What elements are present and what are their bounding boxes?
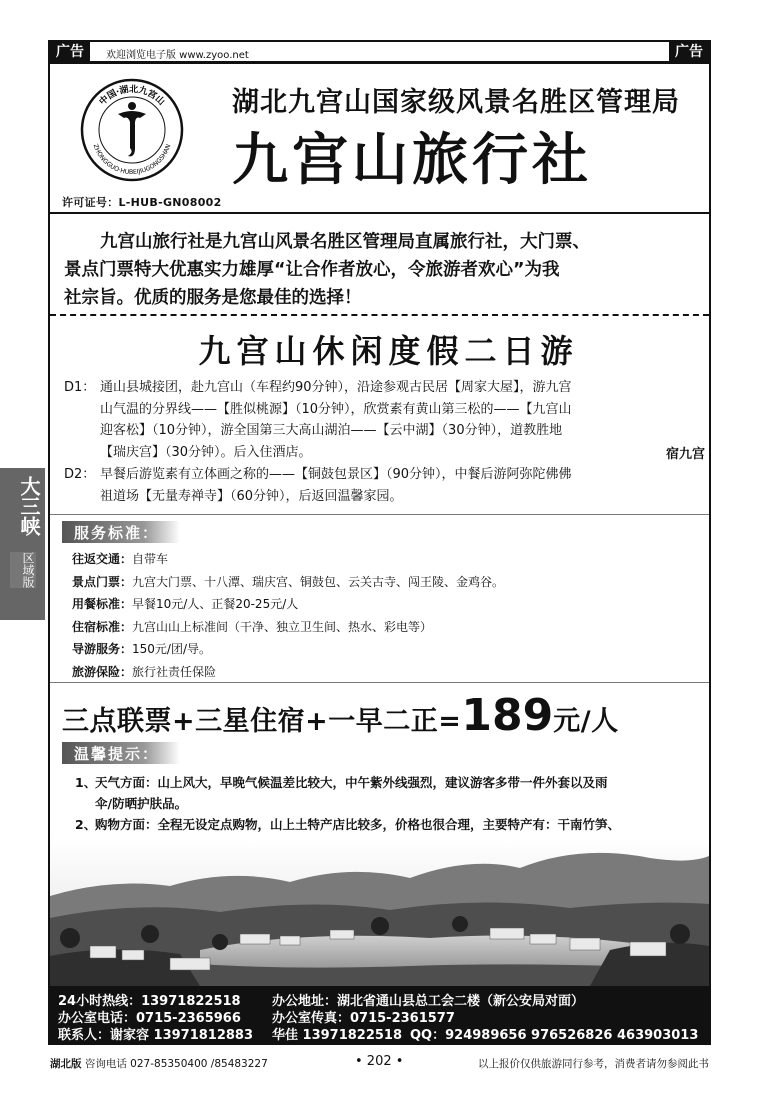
tip-item	[75, 814, 705, 835]
welcome-text[interactable]: 欢迎浏览电子版 www.zyoo.net	[106, 50, 249, 61]
day1-line: 迎客松】（10分钟），游全国第三大高山湖泊——【云中湖】（30分钟），道教胜地	[100, 423, 563, 438]
ad-label-right: 广告	[669, 41, 709, 63]
scenic-photo	[50, 838, 709, 986]
service-item-label: 住宿标准：	[72, 619, 133, 634]
hotline[interactable]: 24小时热线：13971822518	[58, 994, 241, 1009]
office-fax: 办公室传真：0715-2361577	[272, 1011, 455, 1026]
tour-title: 九宫山休闲度假二日游	[198, 332, 579, 370]
contact-block	[50, 986, 709, 1043]
tip-item	[75, 772, 705, 793]
org-name: 湖北九宫山国家级风景名胜区管理局	[232, 87, 680, 118]
license-number: 许可证号：L-HUB-GN08002	[62, 196, 222, 209]
logo-ring-top: 中国·湖北九宫山	[97, 84, 167, 108]
price-unit: 元/人	[553, 706, 619, 737]
service-item-value: 自带车	[132, 552, 169, 566]
page-number: • 202 •	[355, 1054, 404, 1069]
service-item-value: 九宫山山上标准间（干净、独立卫生间、热水、彩电等）	[132, 619, 433, 634]
day1-stay: 宿九宫	[665, 447, 705, 462]
intro-line: 景点门票特大优惠实力雄厚“让合作者放心，令旅游者欢心”为我	[64, 260, 560, 280]
service-item-value: 早餐10元/人、正餐20-25元/人	[132, 597, 299, 611]
qq-numbers[interactable]: QQ：924989656 976526826 463903013	[410, 1028, 699, 1043]
tip-text: 天气方面：山上风大，早晚气候温差比较大，中午紫外线强烈，建议游客多带一件外套以及雨	[95, 775, 608, 790]
service-item-value: 九宫大门票、十八潭、瑞庆宫、铜鼓包、云关古寺、闯王陵、金鸡谷。	[132, 574, 505, 589]
day1-label: D1：	[64, 380, 96, 395]
service-item-label: 用餐标准：	[72, 597, 133, 611]
tip-text: 购物方面：全程无设定点购物，山上土特产店比较多，价格也很合理，主要特产有：干南竹笋、	[95, 817, 621, 832]
footer-left	[50, 1056, 268, 1071]
intro-line: 社宗旨。优质的服务是您最佳的选择！	[64, 288, 362, 308]
brand-name: 九宫山旅行社	[232, 128, 592, 193]
contact-person-2[interactable]: 华佳 13971822518	[272, 1028, 403, 1043]
day2-text	[100, 464, 704, 507]
travel-agency-logo	[80, 78, 184, 182]
service-list	[72, 548, 504, 683]
intro-line: 九宫山旅行社是九宫山风景名胜区管理局直属旅行社，大门票、	[100, 232, 590, 252]
service-item-label: 导游服务：	[72, 642, 133, 656]
divider	[50, 514, 709, 515]
logo-ring-bottom: ZHONGGUO·HUBEIJIUGONGSHAN	[91, 143, 173, 177]
office-address: 办公地址：湖北省通山县总工会二楼（新公安局对面）	[272, 994, 585, 1009]
side-tab-title: 大三峡	[17, 476, 41, 536]
day1-line: 通山县城接团，赴九宫山（车程约90分钟），沿途参观古民居【周家大屋】，游九宫	[100, 380, 572, 395]
dashed-divider	[50, 314, 709, 316]
day1-text	[100, 377, 704, 463]
day1-line: 【瑞庆宫】（30分钟）。后入住酒店。	[100, 444, 312, 460]
day2-line: 早餐后游览素有立体画之称的——【铜鼓包景区】（90分钟），中餐后游阿弥陀佛佛	[100, 467, 572, 482]
service-item	[72, 548, 504, 571]
tip-continuation: 伞/防晒护肤品。	[95, 796, 188, 811]
service-item-label: 景点门票：	[72, 574, 133, 589]
service-heading: 服务标准：	[74, 524, 160, 542]
contact-person-1[interactable]: 联系人：谢家容 13971812883	[58, 1028, 254, 1043]
footer-note: 以上报价仅供旅游同行参考，消费者请勿参阅此书	[478, 1058, 709, 1070]
divider	[50, 682, 709, 683]
tip-number: 1、	[75, 775, 97, 790]
service-item-label: 往返交通：	[72, 552, 133, 566]
side-tab-subtitle: 区域版	[10, 552, 36, 588]
service-item	[72, 593, 504, 616]
footer-phone: 咨询电话 027-85350400 /85483227	[84, 1058, 268, 1070]
price-package: 三点联票+三星住宿+一早二正=	[62, 706, 462, 737]
tip-number: 2、	[75, 817, 97, 832]
service-item-label: 旅游保险：	[72, 664, 133, 679]
footer-edition: 湖北版	[50, 1058, 82, 1070]
office-phone[interactable]: 办公室电话：0715-2365966	[58, 1011, 241, 1026]
intro-paragraph	[64, 228, 704, 312]
divider	[50, 212, 709, 214]
service-item	[72, 571, 504, 594]
service-item-value: 150元/团/导。	[132, 642, 212, 656]
service-item	[72, 661, 504, 684]
day2-label: D2：	[64, 467, 96, 482]
price-amount: 189	[461, 690, 554, 741]
service-item	[72, 638, 504, 661]
service-item-value: 旅行社责任保险	[132, 664, 217, 679]
day1-line: 山气温的分界线——【胜似桃源】（10分钟），欣赏素有黄山第三松的——【九宫山	[100, 401, 572, 417]
tips-heading: 温馨提示：	[74, 745, 160, 763]
price-line	[62, 690, 619, 741]
day2-line: 祖道场【无量寿禅寺】（60分钟），后返回温馨家园。	[100, 488, 403, 504]
service-item	[72, 616, 504, 639]
ad-label-left: 广告	[50, 41, 90, 63]
